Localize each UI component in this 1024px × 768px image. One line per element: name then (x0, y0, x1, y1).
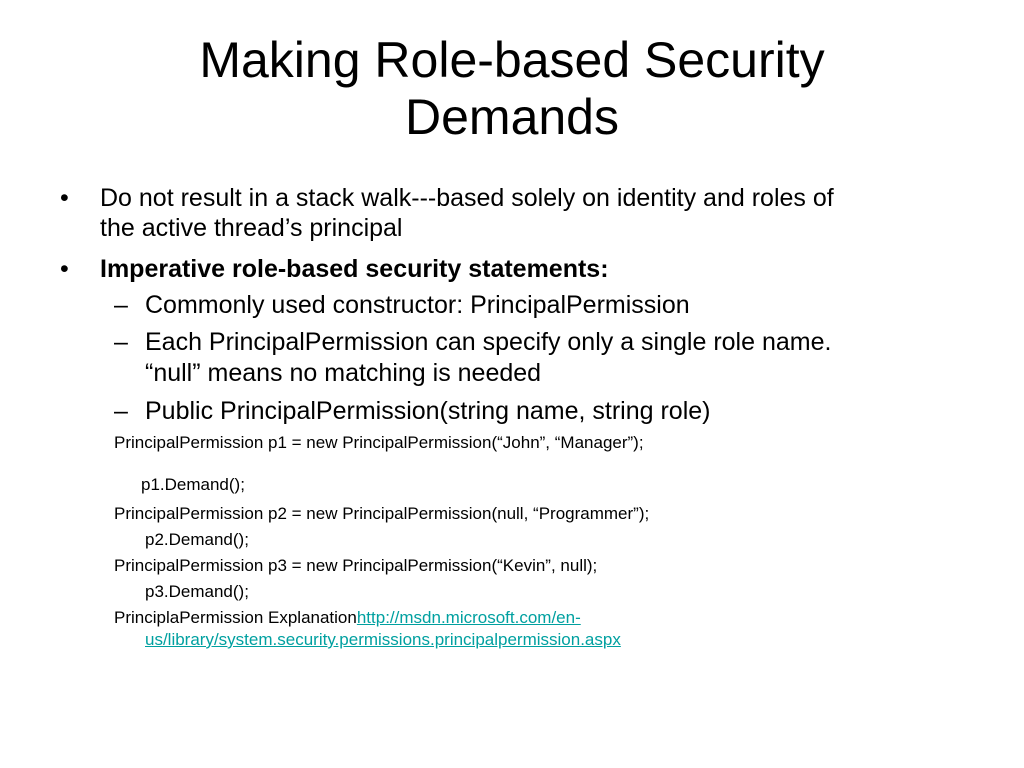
bullet-imperative-statements (60, 254, 960, 286)
bullet-text-line-1: Do not result in a stack walk---based solely on identity and roles of (100, 184, 834, 212)
sub-bullet-text-line-1: Each PrincipalPermission can specify only a single role name. (145, 328, 832, 356)
explanation-link-continued[interactable]: us/library/system.security.permissions.principalpermission.aspx (145, 630, 621, 649)
sub-bullet-marker: – (114, 328, 128, 356)
sub-bullet-text (145, 396, 965, 427)
sub-bullet-text-line-1: Commonly used constructor: PrincipalPermission (145, 291, 690, 319)
sub-bullet-text-line-2: “null” means no matching is needed (145, 359, 542, 387)
bullet-marker: • (60, 255, 69, 283)
sub-bullet-signature (114, 396, 974, 428)
sub-bullet-text (145, 290, 965, 321)
slide-title-line-1: Making Role-based Security (199, 32, 825, 88)
explanation-link[interactable]: http://msdn.microsoft.com/en- (356, 608, 581, 627)
code-line: PrincipalPermission p2 = new PrincipalPermission(null, “Programmer”); (114, 504, 650, 523)
sub-bullet-constructor (114, 290, 974, 322)
bullet-text-line-2: the active thread’s principal (100, 214, 403, 242)
bullet-text (100, 183, 960, 243)
sub-bullet-text (145, 327, 965, 389)
slide-title-line-2: Demands (405, 89, 619, 145)
sub-bullet-single-role (114, 327, 974, 391)
code-line: PrincipalPermission p3 = new PrincipalPermission(“Kevin”, null); (114, 556, 598, 575)
explanation-line-1 (114, 607, 581, 629)
sub-bullet-marker: – (114, 397, 128, 425)
code-line: p1.Demand(); (141, 475, 245, 494)
code-line: p2.Demand(); (145, 530, 249, 549)
slide-title (0, 32, 1024, 146)
sub-bullet-text-line-1: Public PrincipalPermission(string name, string role) (145, 397, 711, 425)
bullet-marker: • (60, 184, 69, 212)
bullet-text-line-1: Imperative role-based security statements: (100, 255, 609, 283)
explanation-line-2 (145, 629, 621, 651)
code-line: PrincipalPermission p1 = new PrincipalPermission(“John”, “Manager”); (114, 433, 644, 452)
code-line: p3.Demand(); (145, 582, 249, 601)
sub-bullet-marker: – (114, 291, 128, 319)
bullet-text (100, 254, 960, 284)
explanation-label: PrinciplaPermission Explanation (114, 608, 357, 627)
bullet-stack-walk (60, 183, 960, 245)
